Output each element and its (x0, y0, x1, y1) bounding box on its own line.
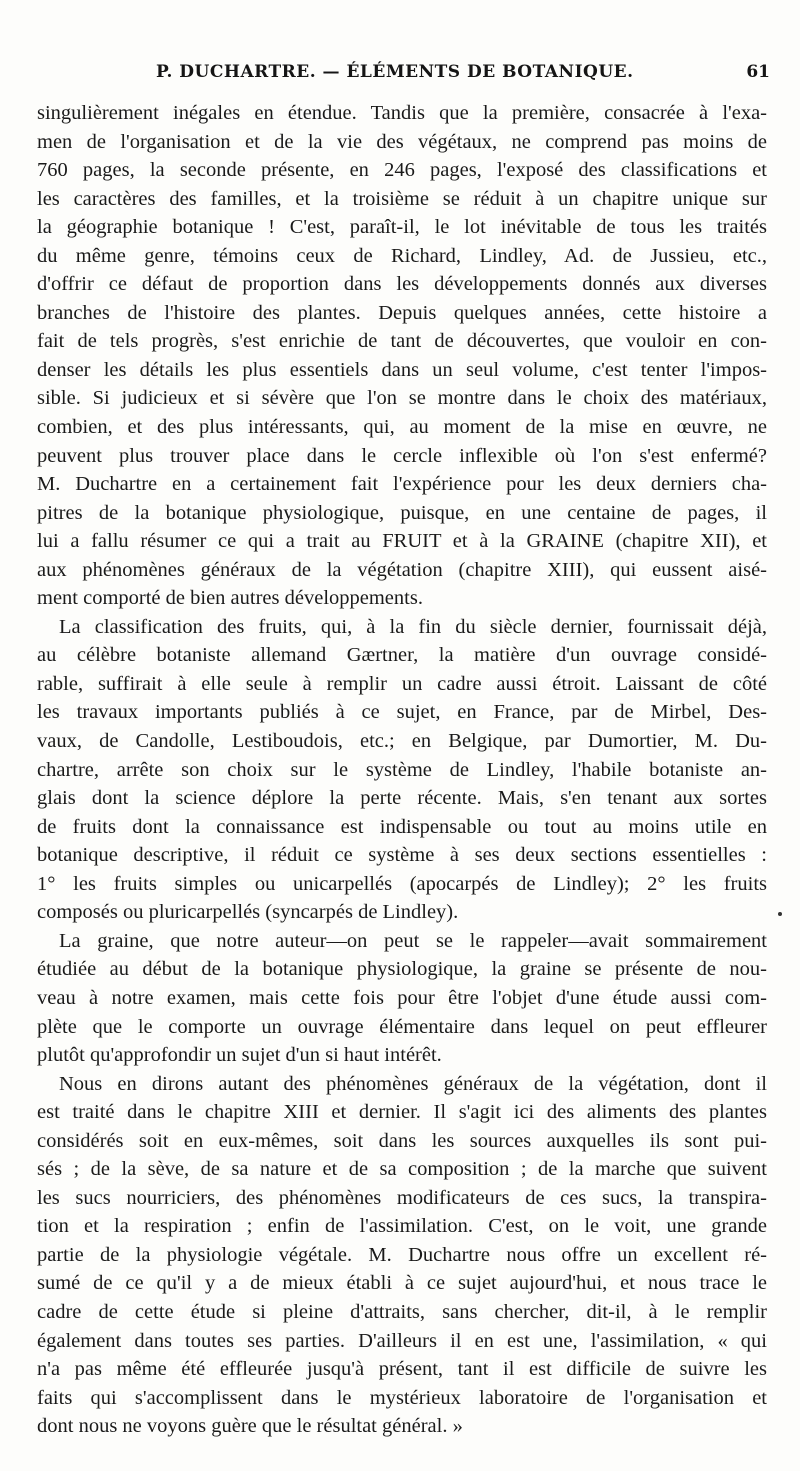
text-line: veau à notre examen, mais cette fois pour être l'objet d'une étude aussi com- (37, 986, 767, 1009)
text-line: faits qui s'accomplissent dans le mystérieux laboratoire de l'organisation et (37, 1386, 767, 1409)
text-line: rable, suffirait à elle seule à remplir un cadre aussi étroit. Laissant de côté (37, 672, 767, 695)
text-line: plète que le comporte un ouvrage élémentaire dans lequel on peut effleurer (37, 1015, 767, 1038)
text-line: combien, et des plus intéressants, qui, au moment de la mise en œuvre, ne (37, 416, 767, 439)
text-line: glais dont la science déplore la perte récente. Mais, s'en tenant aux sortes (37, 787, 767, 810)
text-line: sés ; de la sève, de sa nature et de sa composition ; de la marche que suivent (37, 1158, 767, 1181)
text-line: M. Duchartre en a certainement fait l'expérience pour les deux derniers cha- (37, 473, 767, 496)
text-line: étudiée au début de la botanique physiologique, la graine se présente de nou- (37, 958, 767, 981)
text-line: branches de l'histoire des plantes. Depuis quelques années, cette histoire a (37, 301, 767, 324)
text-line: pitres de la botanique physiologique, puisque, en une centaine de pages, il (37, 501, 767, 524)
text-line: sible. Si judicieux et si sévère que l'on se montre dans le choix des matériaux, (37, 387, 767, 410)
text-line: Nous en dirons autant des phénomènes généraux de la végétation, dont il (59, 1072, 767, 1095)
text-line: les travaux importants publiés à ce sujet, en France, par de Mirbel, Des- (37, 701, 767, 724)
text-line: dont nous ne voyons guère que le résultat général. » (37, 1415, 463, 1438)
text-line: composés ou pluricarpellés (syncarpés de Lindley). (37, 901, 459, 924)
text-line: du même genre, témoins ceux de Richard, Lindley, Ad. de Jussieu, etc., (37, 244, 767, 267)
text-line: men de l'organisation et de la vie des végétaux, ne comprend pas moins de (37, 130, 767, 153)
text-line: tion et la respiration ; enfin de l'assimilation. C'est, on le voit, une grande (37, 1215, 767, 1238)
text-line: cadre de cette étude si pleine d'attraits, sans chercher, dit-il, à le remplir (37, 1300, 767, 1323)
text-line: 760 pages, la seconde présente, en 246 pages, l'exposé des classifications et (37, 159, 767, 182)
text-line: La classification des fruits, qui, à la fin du siècle dernier, fournissait déjà, (59, 615, 767, 638)
text-line: la géographie botanique ! C'est, paraît-il, le lot inévitable de tous les traités (37, 216, 767, 239)
text-line: au célèbre botaniste allemand Gærtner, la matière d'un ouvrage considé- (37, 644, 767, 667)
text-line: vaux, de Candolle, Lestiboudois, etc.; en Belgique, par Dumortier, M. Du- (37, 730, 767, 753)
text-line: n'a pas même été effleurée jusqu'à présent, tant il est difficile de suivre les (37, 1358, 767, 1381)
text-line: botanique descriptive, il réduit ce système à ses deux sections essentielles : (37, 844, 767, 867)
text-line: les caractères des familles, et la troisième se réduit à un chapitre unique sur (37, 187, 767, 210)
text-line: 1° les fruits simples ou unicarpellés (apocarpés de Lindley); 2° les fruits (37, 872, 767, 895)
text-line: considérés soit en eux-mêmes, soit dans les sources auxquelles ils sont pui- (37, 1129, 767, 1152)
text-line: également dans toutes ses parties. D'ailleurs il en est une, l'assimilation, « qui (37, 1329, 767, 1352)
text-line: les sucs nourriciers, des phénomènes modificateurs de ces sucs, la transpira- (37, 1186, 767, 1209)
text-line: ment comporté de bien autres développements. (37, 587, 423, 610)
text-line: sumé de ce qu'il y a de mieux établi à ce sujet aujourd'hui, et nous trace le (37, 1272, 767, 1295)
text-line: d'offrir ce défaut de proportion dans les développements donnés aux diverses (37, 273, 767, 296)
text-line: partie de la physiologie végétale. M. Duchartre nous offre un excellent ré- (37, 1243, 767, 1266)
text-line: aux phénomènes généraux de la végétation (chapitre XIII), qui eussent aisé- (37, 558, 767, 581)
text-line: de fruits dont la connaissance est indispensable ou tout au moins utile en (37, 815, 767, 838)
text-line: est traité dans le chapitre XIII et dernier. Il s'agit ici des aliments des plantes (37, 1101, 767, 1124)
text-line: lui a fallu résumer ce qui a trait au FRUIT et à la GRAINE (chapitre XII), et (37, 530, 767, 553)
page-number: 61 (746, 62, 770, 82)
text-line: plutôt qu'approfondir un sujet d'un si haut intérêt. (37, 1044, 442, 1067)
text-line: chartre, arrête son choix sur le système de Lindley, l'habile botaniste an- (37, 758, 767, 781)
text-line: peuvent plus trouver place dans le cercle inflexible où l'on s'est enfermé? (37, 444, 767, 467)
text-line: fait de tels progrès, s'est enrichie de tant de découvertes, que vouloir en con- (37, 330, 767, 353)
text-line: denser les détails les plus essentiels dans un seul volume, c'est tenter l'impos- (37, 358, 767, 381)
text-line: La graine, que notre auteur—on peut se le rappeler—avait sommairement (59, 929, 767, 952)
ink-speck (778, 912, 782, 916)
text-line: singulièrement inégales en étendue. Tandis que la première, consacrée à l'exa- (37, 102, 767, 124)
body-text (37, 99, 767, 1441)
page-header (66, 62, 770, 92)
running-title: P. DUCHARTRE. — ÉLÉMENTS DE BOTANIQUE. (156, 62, 634, 82)
